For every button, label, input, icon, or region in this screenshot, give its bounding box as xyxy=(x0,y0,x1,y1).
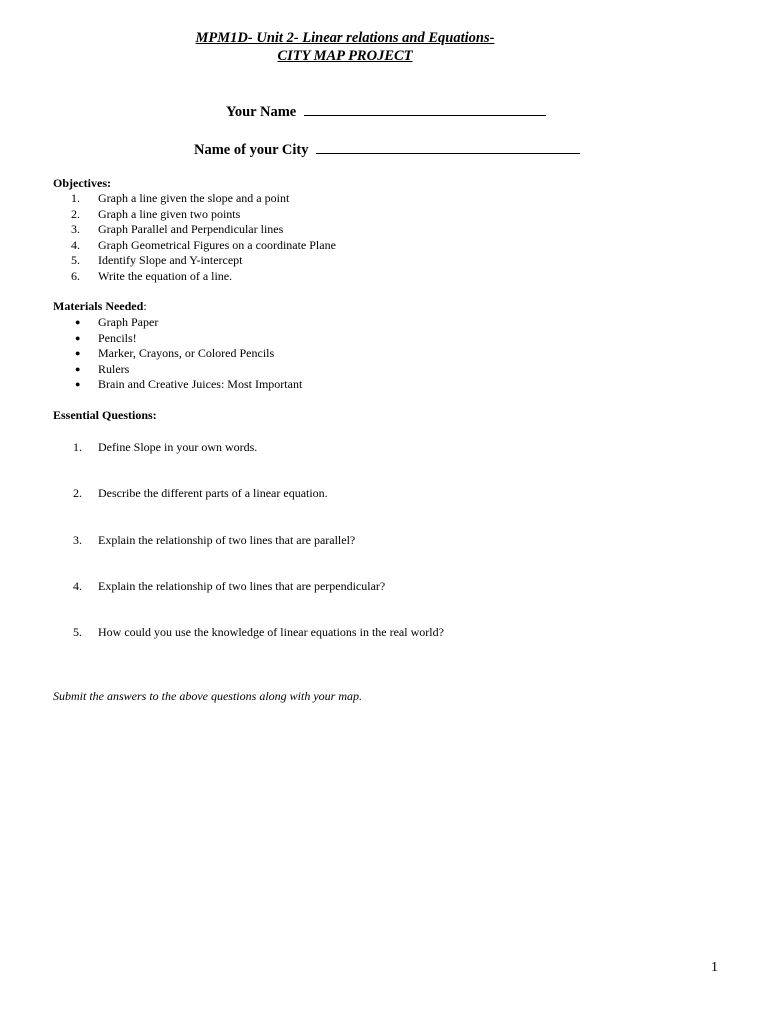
materials-heading-colon: : xyxy=(143,299,147,313)
your-name-blank-line xyxy=(304,102,546,116)
city-name-label: Name of your City xyxy=(194,142,309,158)
question-text: How could you use the knowledge of linear equations in the real world? xyxy=(98,625,444,639)
list-number: 3. xyxy=(71,222,80,236)
bullet-icon: ● xyxy=(75,379,81,389)
list-number: 5. xyxy=(71,253,80,267)
list-item-text: Pencils! xyxy=(98,330,137,345)
question-number: 1. xyxy=(73,440,82,454)
bullet-icon: ● xyxy=(75,348,81,358)
list-item-text: Marker, Crayons, or Colored Pencils xyxy=(98,346,275,360)
list-number: 4. xyxy=(71,237,80,252)
list-item-text: Graph Geometrical Figures on a coordinate Plane xyxy=(98,237,336,252)
bullet-icon: ● xyxy=(75,317,81,327)
bullet-icon: ● xyxy=(75,363,81,374)
list-item-text: Graph Paper xyxy=(98,315,159,329)
question-number: 2. xyxy=(73,486,82,500)
city-name-field xyxy=(194,140,580,159)
question-text: Explain the relationship of two lines that are perpendicular? xyxy=(98,579,386,593)
list-number: 1. xyxy=(71,191,80,205)
objectives-heading: Objectives: xyxy=(53,176,111,190)
question-number: 5. xyxy=(73,625,82,639)
submit-instructions: Submit the answers to the above questions along with your map. xyxy=(53,689,362,703)
question-number: 4. xyxy=(73,579,82,593)
title-project-line: CITY MAP PROJECT xyxy=(277,48,413,64)
list-item-text: Brain and Creative Juices: Most Important xyxy=(98,377,303,391)
your-name-field xyxy=(226,102,546,121)
your-name-label: Your Name xyxy=(226,104,297,120)
list-item-text: Rulers xyxy=(98,361,130,376)
list-number: 6. xyxy=(71,268,80,283)
question-number: 3. xyxy=(73,533,82,547)
materials-heading-text: Materials Needed xyxy=(53,299,144,313)
question-text: Describe the different parts of a linear equation. xyxy=(98,486,328,500)
bullet-icon: ● xyxy=(75,332,81,343)
materials-heading xyxy=(53,299,147,314)
list-number: 2. xyxy=(71,206,80,221)
list-item-text: Graph a line given two points xyxy=(98,206,241,221)
document-title xyxy=(0,29,690,65)
list-item-text: Write the equation of a line. xyxy=(98,268,233,283)
list-item-text: Graph Parallel and Perpendicular lines xyxy=(98,222,284,236)
essential-questions-heading: Essential Questions: xyxy=(53,408,157,422)
title-course-line: MPM1D- Unit 2- Linear relations and Equations- xyxy=(195,30,495,46)
page-number: 1 xyxy=(711,960,718,975)
list-item-text: Identify Slope and Y-intercept xyxy=(98,253,243,267)
list-item-text: Graph a line given the slope and a point xyxy=(98,191,290,205)
city-name-blank-line xyxy=(316,140,580,154)
question-text: Define Slope in your own words. xyxy=(98,440,258,454)
question-text: Explain the relationship of two lines that are parallel? xyxy=(98,533,356,547)
